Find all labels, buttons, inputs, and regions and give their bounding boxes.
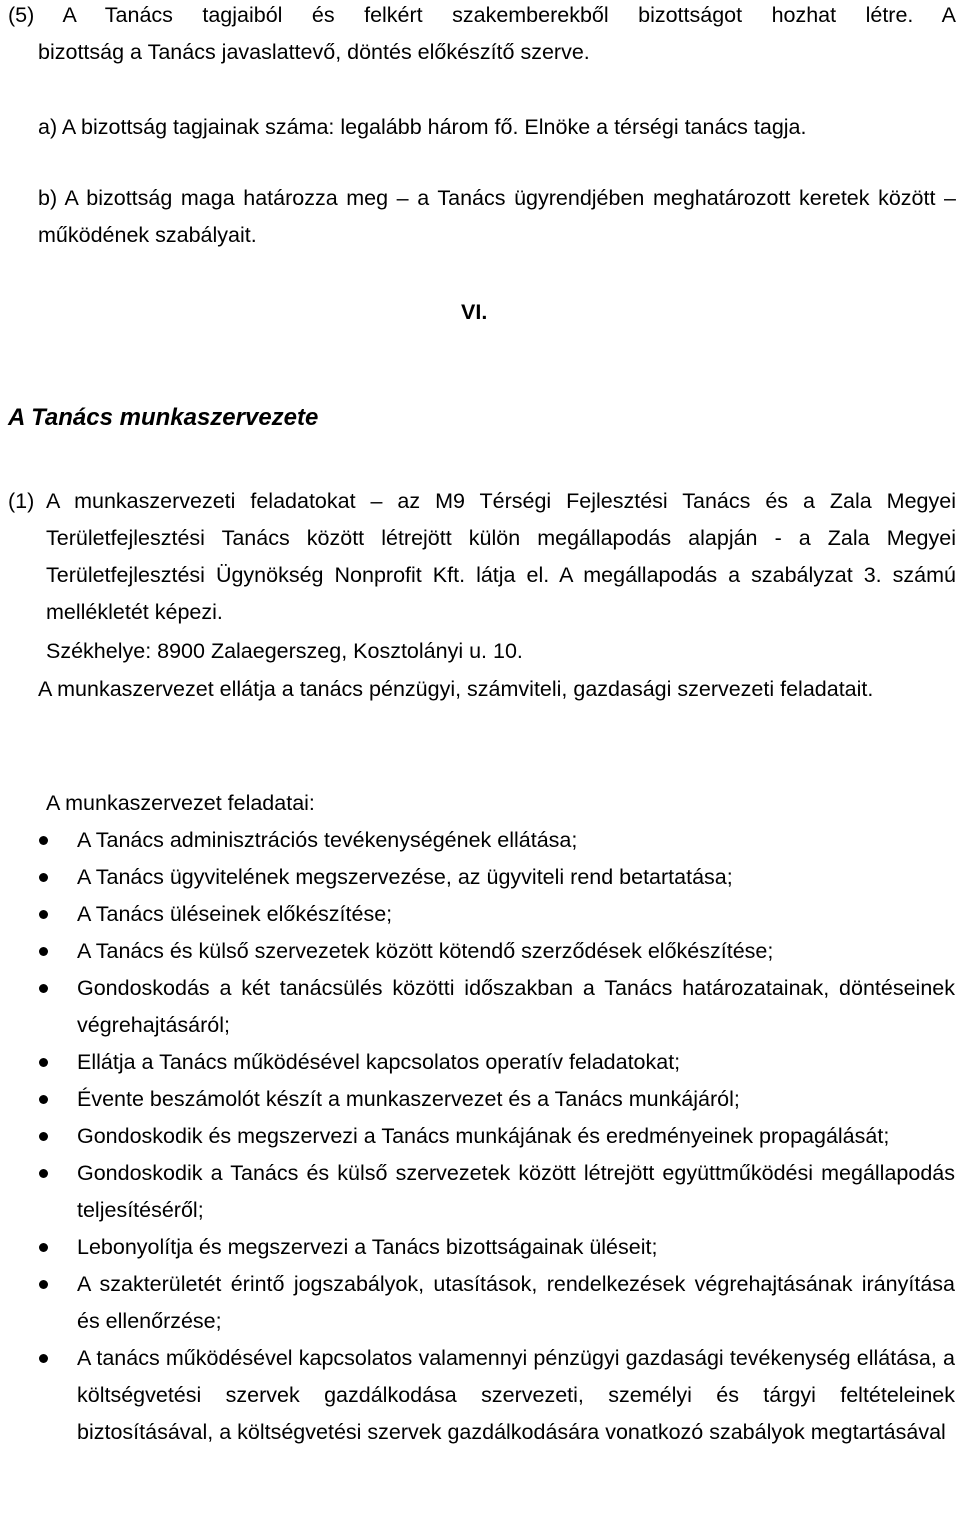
list-item-text: Évente beszámolót készít a munkaszervezet és a Tanács munkájáról; [77,1087,740,1111]
list-item-text: Lebonyolítja és megszervezi a Tanács bizottságainak üléseit; [77,1235,658,1259]
clause-1-seat: Székhelye: 8900 Zalaegerszeg, Kosztolányi u. 10. [46,639,523,663]
bullet-icon [39,873,48,882]
list-item-text: A Tanács ügyvitelének megszervezése, az ügyviteli rend betartatása; [77,865,733,889]
list-item [0,859,960,896]
bullet-icon [39,1354,48,1363]
bullet-icon [39,1095,48,1104]
bullet-icon [39,1132,48,1141]
list-item [0,822,960,859]
clause-1-prefix: (1) [8,489,35,513]
list-item [0,970,960,1044]
bullet-icon [39,984,48,993]
list-item [0,896,960,933]
bullet-icon [39,1280,48,1289]
bullet-icon [39,1058,48,1067]
list-item [0,1340,960,1451]
subitem-b: b) A bizottság maga határozza meg – a Tanács ügyrendjében meghatározott keretek között – működének szabályait. [38,186,956,247]
clause-1-duties: A munkaszervezet ellátja a tanács pénzügyi, számviteli, gazdasági szervezeti feladatait. [38,677,874,701]
list-item [0,933,960,970]
section-number: VI. [461,300,488,324]
list-item [0,1229,960,1266]
list-item-text: Gondoskodik és megszervezi a Tanács munkájának és eredményeinek propagálását; [77,1124,890,1148]
paragraph-5-line-1: (5) A Tanács tagjaiból és felkért szakemberekből bizottságot hozhat létre. A [8,3,956,27]
clause-1-text: A munkaszervezeti feladatokat – az M9 Térségi Fejlesztési Tanács és a Zala Megyei Területfejlesztési Tanács között létrejött külön megállapodás alapján - a Zala Megyei Területfejlesztési Ügynökség Nonprofit Kft. látja el. A megállapodás a szabályzat 3. számú mellékletét képezi. [46,489,956,624]
list-item-text: A Tanács üléseinek előkészítése; [77,902,393,926]
list-item-text: Ellátja a Tanács működésével kapcsolatos operatív feladatokat; [77,1050,681,1074]
subitem-a: a) A bizottság tagjainak száma: legalább három fő. Elnöke a térségi tanács tagja. [38,115,807,139]
bullet-icon [39,1243,48,1252]
paragraph-5-line-2: bizottság a Tanács javaslattevő, döntés előkészítő szerve. [38,40,590,64]
list-item [0,1266,960,1340]
list-item [0,1155,960,1229]
list-item-text: Gondoskodás a két tanácsülés közötti időszakban a Tanács határozatainak, döntéseinek végrehajtásáról; [77,976,955,1037]
tasks-heading: A munkaszervezet feladatai: [46,791,315,815]
list-item [0,1081,960,1118]
list-item [0,1044,960,1081]
section-title: A Tanács munkaszervezete [8,404,319,431]
bullet-icon [39,836,48,845]
list-item-text: A tanács működésével kapcsolatos valamennyi pénzügyi gazdasági tevékenység ellátása, a költségvetési szervek gazdálkodása szervezeti, személyi és tárgyi feltételeinek biztosításával, a költségvetési szervek gazdálkodására vonatkozó szabályok megtartásával [77,1346,955,1444]
bullet-icon [39,1169,48,1178]
bullet-icon [39,947,48,956]
list-item-text: A Tanács adminisztrációs tevékenységének ellátása; [77,828,578,852]
bullet-icon [39,910,48,919]
tasks-list [0,822,960,1451]
list-item-text: Gondoskodik a Tanács és külső szervezetek között létrejött együttműködési megállapodás teljesítéséről; [77,1161,955,1222]
list-item [0,1118,960,1155]
list-item-text: A szakterületét érintő jogszabályok, utasítások, rendelkezések végrehajtásának irányítása és ellenőrzése; [77,1272,955,1333]
list-item-text: A Tanács és külső szervezetek között kötendő szerződések előkészítése; [77,939,774,963]
